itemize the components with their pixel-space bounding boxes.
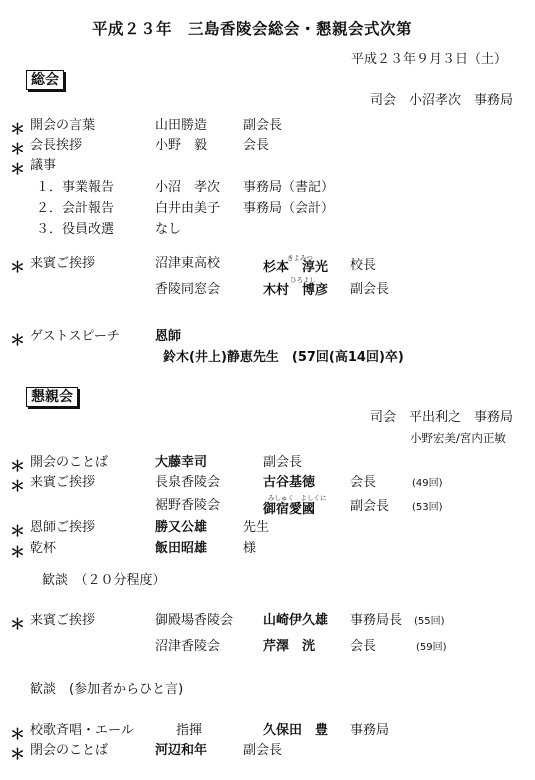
agenda-item-num: １．事業報告	[36, 180, 115, 195]
guest-role: 副会長	[350, 499, 390, 514]
soukai-host: 司会 小沼孝次 事務局	[370, 93, 514, 108]
guest-org: 沼津東高校	[155, 256, 221, 271]
guest-name: 御宿愛國	[263, 502, 316, 517]
bullet-star: ＊	[10, 725, 26, 743]
soukai-opening-name: 山田勝造	[155, 118, 208, 133]
guest-role: 校長	[350, 258, 377, 273]
chat-note-2: 歓談 (参加者からひと言)	[30, 682, 184, 697]
toast-name: 飯田昭雄	[155, 541, 208, 556]
soukai-greeting-label: 会長挨拶	[30, 138, 83, 153]
guest-name: 山崎伊久雄	[263, 613, 329, 628]
guest-role: 事務局長	[350, 613, 403, 628]
bullet-star: ＊	[10, 120, 26, 138]
bullet-star: ＊	[10, 160, 26, 178]
school-song-name: 久保田 豊	[263, 723, 329, 738]
guest-note: (49回)	[412, 478, 443, 489]
teacher-name: 勝又公雄	[155, 520, 208, 535]
guest-org: 長泉香陵会	[155, 475, 221, 490]
guest-name: 木村 博彦	[263, 283, 329, 298]
soukai-guests-label: 来賓ご挨拶	[30, 256, 96, 271]
guest-note: (53回)	[412, 502, 443, 513]
agenda-item-num: ３．役員改選	[36, 222, 115, 237]
closing-name: 河辺和年	[155, 743, 208, 758]
toast-label: 乾杯	[30, 541, 57, 556]
agenda-item-num: ２．会計報告	[36, 201, 115, 216]
bullet-star: ＊	[10, 331, 26, 349]
guest-org: 裾野香陵会	[155, 498, 221, 513]
toast-role: 様	[243, 541, 257, 556]
guest-role: 会長	[350, 639, 377, 654]
bullet-star: ＊	[10, 543, 26, 561]
agenda-item-role: 事務局（書記）	[243, 180, 335, 195]
speech-speaker: 鈴木(井上)静恵先生 (57回(高14回)卒)	[163, 350, 404, 365]
page-title: 平成２３年 三島香陵会総会・懇親会式次第	[92, 20, 413, 38]
section-label-soukai: 総会	[26, 70, 64, 90]
bullet-star: ＊	[10, 745, 26, 763]
soukai-opening-role: 副会長	[243, 118, 283, 133]
konshinkai-opening-name: 大藤幸司	[155, 455, 208, 470]
soukai-greeting-role: 会長	[243, 138, 270, 153]
guest-org: 香陵同窓会	[155, 282, 221, 297]
konshinkai-guests1-label: 来賓ご挨拶	[30, 475, 96, 490]
soukai-greeting-name: 小野 毅	[155, 138, 208, 153]
agenda-item-name: 白井由美子	[155, 201, 221, 216]
agenda-item-name: 小沼 孝次	[155, 180, 221, 195]
konshinkai-assist: 小野宏美/宮内正敏	[410, 431, 506, 445]
event-date: 平成２３年９月３日（土）	[351, 52, 508, 67]
bullet-star: ＊	[10, 140, 26, 158]
soukai-opening-label: 開会の言葉	[30, 118, 96, 133]
bullet-star: ＊	[10, 258, 26, 276]
konshinkai-guests2-label: 来賓ご挨拶	[30, 613, 96, 628]
school-song-title: 指揮	[176, 723, 203, 738]
closing-role: 副会長	[243, 743, 283, 758]
bullet-star: ＊	[10, 615, 26, 633]
soukai-agenda-label: 議事	[30, 158, 57, 173]
guest-org: 御殿場香陵会	[155, 613, 234, 628]
agenda-item-role: 事務局（会計）	[243, 201, 335, 216]
guest-name-ruby: きよみつ	[287, 254, 313, 262]
guest-note: (59回)	[416, 642, 447, 653]
guest-name: 芹澤 洸	[263, 639, 316, 654]
guest-role: 副会長	[350, 282, 390, 297]
guest-name-ruby: ひろよし	[290, 276, 316, 284]
guest-note: (55回)	[414, 616, 445, 627]
section-label-konshinkai: 懇親会	[26, 387, 78, 407]
soukai-speech-label: ゲストスピーチ	[30, 329, 120, 344]
konshinkai-opening-role: 副会長	[263, 455, 303, 470]
guest-name: 古谷基徳	[263, 475, 316, 490]
school-song-label: 校歌斉唱・エール	[30, 723, 134, 738]
konshinkai-opening-label: 開会のことば	[30, 455, 109, 470]
closing-label: 閉会のことば	[30, 743, 109, 758]
agenda-item-name: なし	[155, 222, 182, 237]
teacher-label: 恩師ご挨拶	[30, 520, 96, 535]
bullet-star: ＊	[10, 457, 26, 475]
guest-name: 杉本 淳光	[263, 260, 329, 275]
guest-org: 沼津香陵会	[155, 639, 221, 654]
guest-role: 会長	[350, 475, 377, 490]
guest-name-ruby: みしゅく よしくに	[268, 494, 327, 502]
speech-title: 恩師	[155, 329, 182, 344]
bullet-star: ＊	[10, 477, 26, 495]
chat-note-1: 歓談 （２０分程度）	[42, 573, 166, 588]
konshinkai-host: 司会 平出利之 事務局	[370, 410, 514, 425]
bullet-star: ＊	[10, 522, 26, 540]
school-song-role: 事務局	[350, 723, 390, 738]
teacher-role: 先生	[243, 520, 270, 535]
